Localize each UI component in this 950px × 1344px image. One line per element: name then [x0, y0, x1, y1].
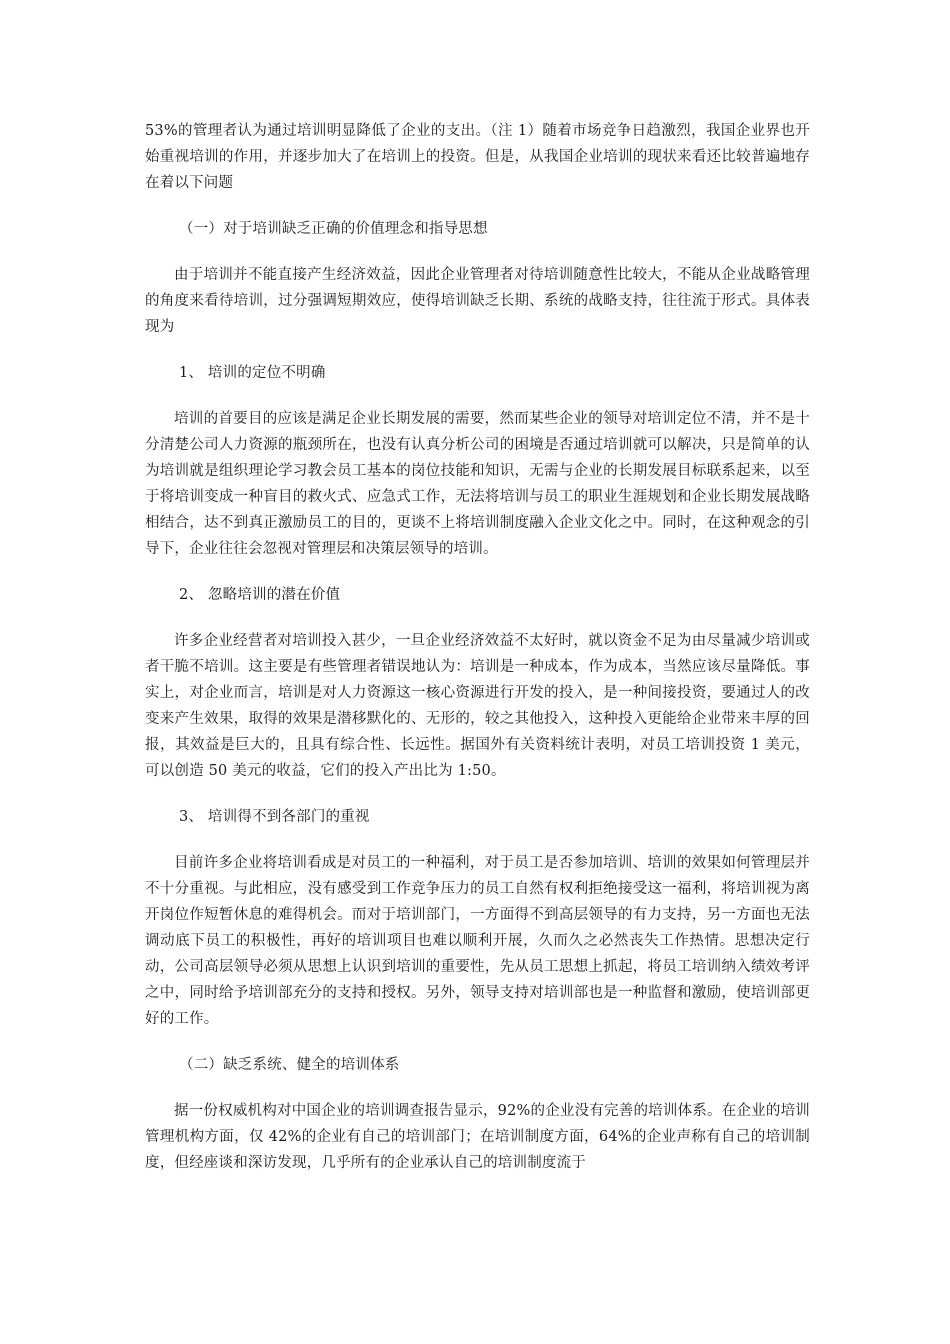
subheading-3: 3、 培训得不到各部门的重视	[179, 809, 370, 825]
section-heading-1: （一）对于培训缺乏正确的价值理念和指导思想	[179, 221, 488, 237]
paragraph-intro: 53%的管理者认为通过培训明显降低了企业的支出。（注 1）随着市场竞争日趋激烈，我国企业界也开始重视培训的作用，并逐步加大了在培训上的投资。但是，从我国企业培训的现状来看还比较普遍地存在着以下问题	[145, 123, 810, 191]
document-body	[145, 118, 810, 1176]
subheading-1: 1、 培训的定位不明确	[179, 365, 326, 381]
subheading-2: 2、 忽略培训的潜在价值	[179, 587, 341, 603]
paragraph-section-1: 由于培训并不能直接产生经济效益，因此企业管理者对待培训随意性比较大，不能从企业战略管理的角度来看待培训，过分强调短期效应，使得培训缺乏长期、系统的战略支持，往往流于形式。具体表现为	[145, 267, 810, 335]
paragraph-subsection-1: 培训的首要目的应该是满足企业长期发展的需要，然而某些企业的领导对培训定位不清，并不是十分清楚公司人力资源的瓶颈所在，也没有认真分析公司的困境是否通过培训就可以解决，只是简单的认为培训就是组织理论学习教会员工基本的岗位技能和知识，无需与企业的长期发展目标联系起来，以至于将培训变成一种盲目的救火式、应急式工作，无法将培训与员工的职业生涯规划和企业长期发展战略相结合，达不到真正激励员工的目的，更谈不上将培训制度融入企业文化之中。同时，在这种观念的引导下，企业往往会忽视对管理层和决策层领导的培训。	[145, 411, 810, 557]
paragraph-subsection-2: 许多企业经营者对培训投入甚少，一旦企业经济效益不太好时，就以资金不足为由尽量减少培训或者干脆不培训。这主要是有些管理者错误地认为：培训是一种成本，作为成本，当然应该尽量降低。事实上，对企业而言，培训是对人力资源这一核心资源进行开发的投入，是一种间接投资，要通过人的改变来产生效果，取得的效果是潜移默化的、无形的，较之其他投入，这种投入更能给企业带来丰厚的回报，其效益是巨大的，且具有综合性、长远性。据国外有关资料统计表明，对员工培训投资 1 美元，可以创造 50 美元的收益，它们的投入产出比为 1:50。	[145, 633, 810, 779]
section-heading-2: （二）缺乏系统、健全的培训体系	[179, 1057, 400, 1073]
paragraph-section-2: 据一份权威机构对中国企业的培训调查报告显示，92%的企业没有完善的培训体系。在企业的培训管理机构方面，仅 42%的企业有自己的培训部门；在培训制度方面，64%的企业声称有自己的培训制度，但经座谈和深访发现，几乎所有的企业承认自己的培训制度流于	[145, 1103, 810, 1171]
paragraph-subsection-3: 目前许多企业将培训看成是对员工的一种福利，对于员工是否参加培训、培训的效果如何管理层并不十分重视。与此相应，没有感受到工作竞争压力的员工自然有权利拒绝接受这一福利，将培训视为离开岗位作短暂休息的难得机会。而对于培训部门，一方面得不到高层领导的有力支持，另一方面也无法调动底下员工的积极性，再好的培训项目也难以顺利开展，久而久之必然丧失工作热情。思想决定行动，公司高层领导必须从思想上认识到培训的重要性，先从员工思想上抓起，将员工培训纳入绩效考评之中，同时给予培训部充分的支持和授权。另外，领导支持对培训部也是一种监督和激励，使培训部更好的工作。	[145, 855, 810, 1027]
